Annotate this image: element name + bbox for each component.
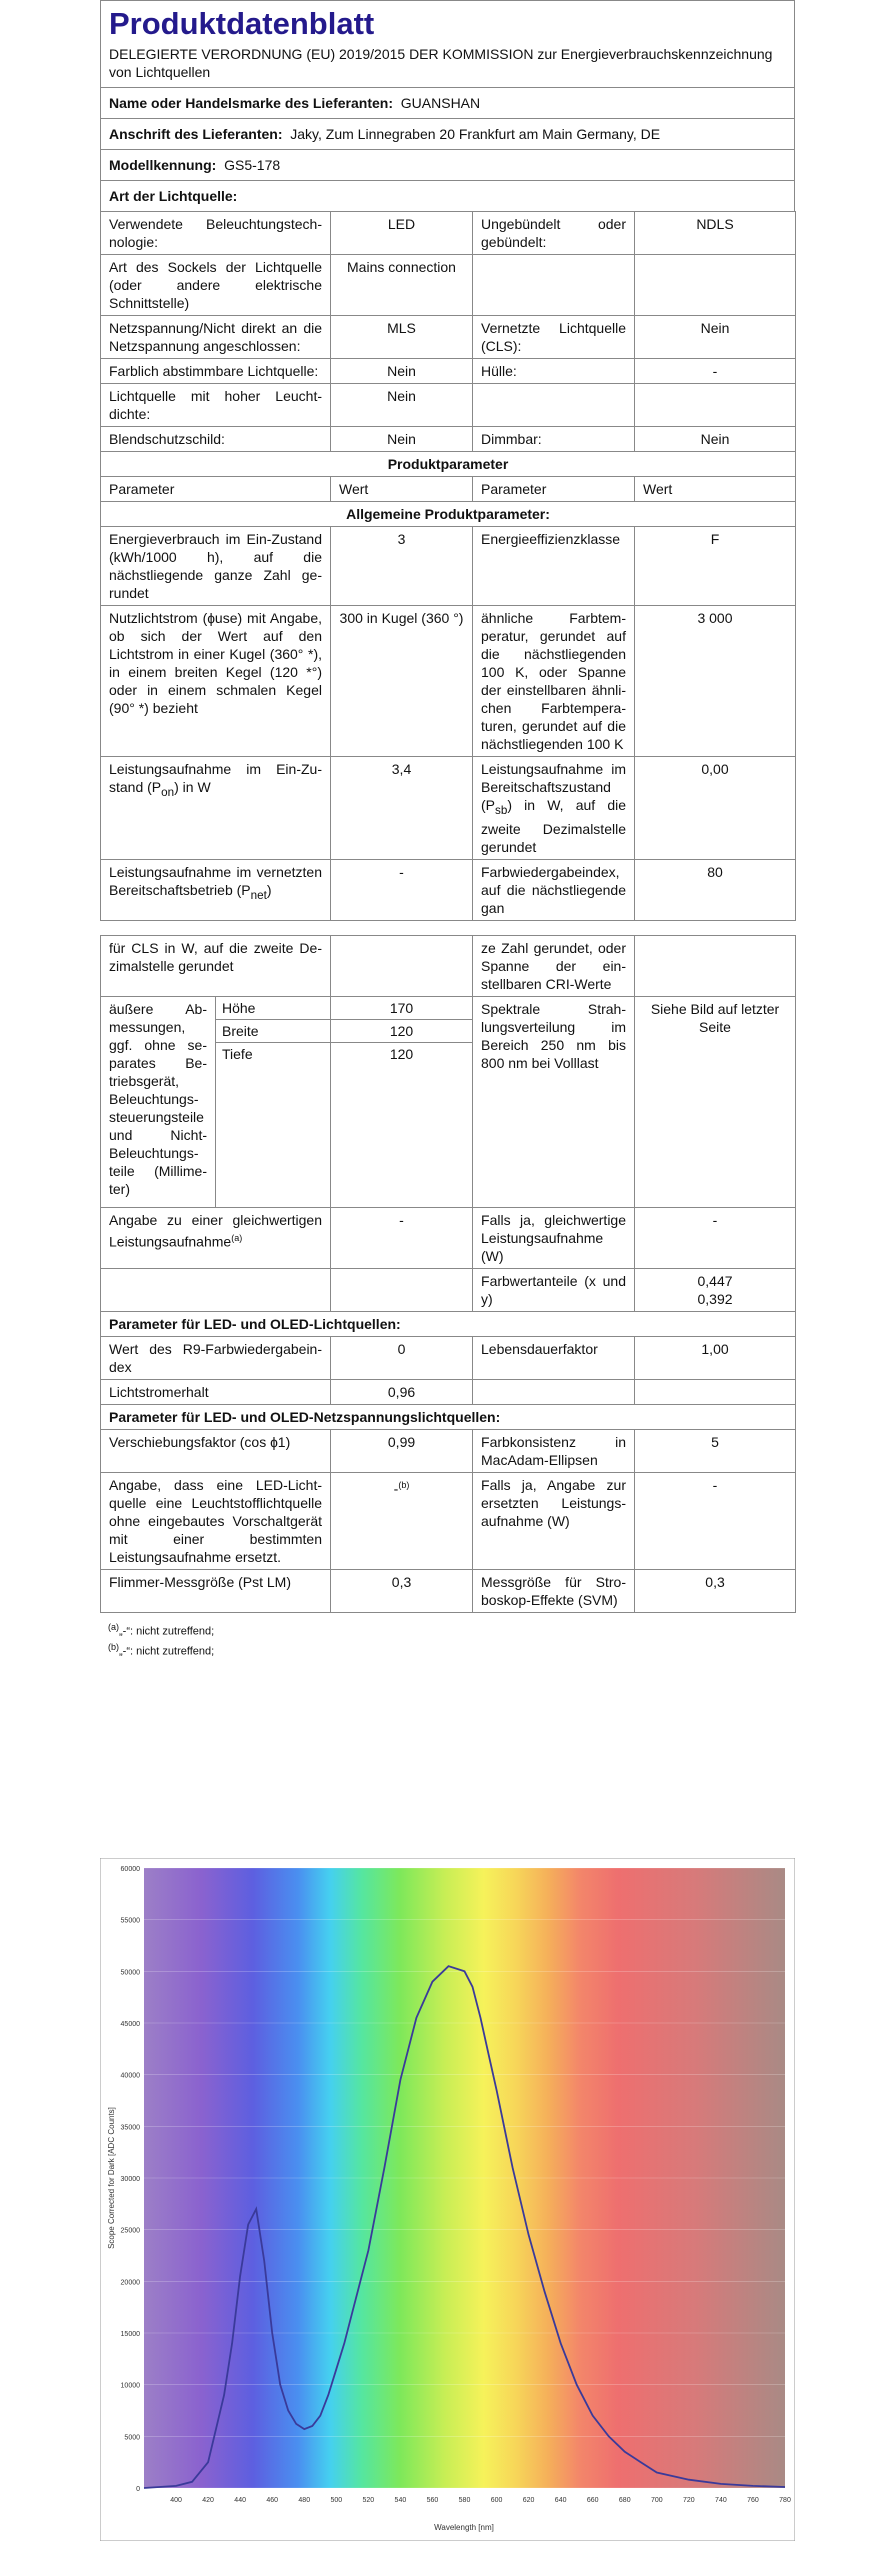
table-cell: Energieverbrauch im Ein-Zustand (kWh/1000 h), auf die nächstliegende ganze Zahl gerundet [101, 527, 331, 606]
table-cell: 0,3 [331, 1569, 473, 1612]
table-row [101, 1207, 796, 1268]
table-cell: Siehe Bild auf letzter Seite [635, 996, 796, 1207]
column-header-row [101, 477, 796, 502]
table-cell: Nein [331, 384, 473, 427]
table-row [101, 1429, 796, 1472]
column-header-param: Parameter [101, 477, 331, 502]
table-cell: Lichtquelle mit hoher Leuchtdichte: [101, 384, 331, 427]
x-tick-label: 760 [747, 2497, 759, 2504]
x-tick-label: 700 [650, 2497, 663, 2504]
page-title: Produktdatenblatt [109, 6, 375, 41]
spectrum-chart-svg [100, 1858, 795, 2541]
table-cell: 5 [635, 1429, 796, 1472]
table-cell: Leistungsaufnahme im Ein-Zustand $(P_{on})$ in W [101, 757, 331, 860]
supplier-name-value: GUANSHAN [400, 95, 481, 111]
table-cell: - [635, 1472, 796, 1569]
dimension-name: Breite [216, 1019, 331, 1042]
y-tick-label: 20000 [120, 2279, 140, 2287]
table-cell: F [635, 527, 796, 606]
x-tick-label: 620 [522, 2497, 535, 2504]
table-cell: Farbwiedergabeindex, auf die nächstliegende gan [473, 859, 635, 920]
y-tick-label: 30000 [120, 2176, 140, 2183]
table-cell: - [331, 859, 473, 920]
table-cell: Farbkonsistenz in MacAdam-Ellipsen [473, 1429, 635, 1472]
x-tick-label: 680 [618, 2497, 631, 2504]
table-cell [473, 1379, 635, 1404]
y-tick-label: 40000 [120, 2072, 140, 2080]
dimension-name: Höhe [216, 996, 331, 1019]
table-cell: 80 [635, 859, 796, 920]
y-tick-label: 25000 [120, 2227, 140, 2235]
table-cell: 0,96 [331, 1379, 473, 1404]
table-cell [635, 384, 796, 427]
table-cell: Dimmbar: [473, 427, 635, 452]
table-row [101, 427, 796, 452]
product-params-title: Produktparameter [101, 452, 796, 477]
table-cell [473, 255, 635, 316]
table-cell: Angabe zu einer gleichwertigen Leistungsaufnahme$^{(a)}$ [101, 1207, 331, 1268]
section-row [101, 452, 796, 477]
column-header-value: Wert [635, 477, 796, 502]
x-tick-label: 500 [330, 2497, 343, 2504]
y-tick-label: 55000 [120, 1917, 140, 1925]
section-row [101, 1404, 796, 1429]
section-row [101, 502, 796, 527]
table-row [101, 359, 796, 384]
footnote-b: $^{(b)}$„-“: nicht zutreffend; [108, 1642, 215, 1659]
x-tick-label: 640 [554, 2497, 567, 2504]
table-cell [635, 935, 796, 996]
y-tick-label: 50000 [120, 1969, 140, 1977]
x-tick-label: 660 [586, 2497, 599, 2504]
table-row [101, 859, 796, 920]
model-row [100, 149, 795, 180]
table-cell: Angabe, dass eine LED-Lichtquelle eine Leuchtstofflichtquelle ohne eingebautes Vorschaltgerät mit einer bestimmten Leistungsaufnahme ersetzt. [101, 1472, 331, 1569]
table-row [101, 1472, 796, 1569]
table-row [101, 316, 796, 359]
supplier-address-label: Anschrift des Lieferanten: [109, 126, 283, 142]
table-row [101, 384, 796, 427]
table-cell: - [331, 1207, 473, 1268]
table-cell: 0,99 [331, 1429, 473, 1472]
x-tick-label: 740 [715, 2497, 727, 2504]
x-tick-label: 440 [234, 2497, 246, 2504]
table-cell: 3 [331, 527, 473, 606]
table-cell: 0 [331, 1336, 473, 1379]
table-row [101, 255, 796, 316]
table-cell: Lebensdauerfaktor [473, 1336, 635, 1379]
x-tick-label: 540 [394, 2497, 407, 2504]
table-cell: Wert des R9-Farbwiedergabeindex [101, 1336, 331, 1379]
table-cell: Leistungsaufnahme im Bereitschaftszustand $(P_{sb})$ in W, auf die zweite Dezimalstelle gerundet [473, 757, 635, 860]
page-break-gap [100, 921, 795, 935]
dimension-value: 120 [331, 1019, 473, 1042]
table-cell: ähnliche Farbtemperatur, gerundet auf die nächstliegenden 100 K, oder Spanne der einstellbaren ähnlichen Farbtemperaturen, gerundet auf die nächstliegenden 100 K [473, 606, 635, 757]
table-cell: 0,3 [635, 1569, 796, 1612]
mains-params-title: Parameter für LED- und OLED-Netzspannungslichtquellen: [101, 1404, 796, 1429]
table-cell: - [635, 1207, 796, 1268]
table-cell: Farbwertanteile (x und y) [473, 1268, 635, 1311]
table-cell: Hülle: [473, 359, 635, 384]
table-cell: LED [331, 212, 473, 255]
table-cell [635, 255, 796, 316]
y-tick-label: 15000 [120, 2331, 140, 2338]
table-cell: - [635, 359, 796, 384]
table-cell: Verwendete Beleuchtungstechnologie: [101, 212, 331, 255]
y-tick-label: 0 [136, 2486, 140, 2493]
table-cell [331, 935, 473, 996]
product-datasheet [100, 0, 795, 1660]
table-cell: Netzspannung/Nicht direkt an die Netzspannung angeschlossen: [101, 316, 331, 359]
table-cell: MLS [331, 316, 473, 359]
x-tick-label: 520 [362, 2497, 375, 2504]
x-axis-label: Wavelength [nm] [434, 2523, 494, 2532]
table-cell: Falls ja, Angabe zur ersetzten Leistungsaufnahme (W) [473, 1472, 635, 1569]
y-tick-label: 60000 [120, 1866, 140, 1873]
table-row [101, 212, 796, 255]
footnote-a: $^{(a)}$„-“: nicht zutreffend; [108, 1621, 215, 1638]
table-cell: 3 000 [635, 606, 796, 757]
table-row [101, 527, 796, 606]
table-cell: 300 in Kugel (360 °) [331, 606, 473, 757]
table-cell: Farblich abstimmbare Lichtquelle: [101, 359, 331, 384]
table-cell: äußere Abmessungen, ggf. ohne separates Betriebsgerät, Beleuchtungssteuerungsteile und Nicht-Beleuchtungsteile (Millimeter) [101, 996, 216, 1207]
table-cell: Nein [331, 359, 473, 384]
table-cell: Nein [635, 316, 796, 359]
light-source-table [100, 211, 796, 921]
table-cell: Ungebündelt oder gebündelt: [473, 212, 635, 255]
model-label: Modellkennung: [109, 157, 217, 173]
table-row [101, 757, 796, 860]
supplier-name-row [100, 87, 795, 118]
table-cell: Leistungsaufnahme im vernetzten Bereitschaftsbetrieb $(P_{net})$ [101, 859, 331, 920]
table-cell [101, 1268, 331, 1311]
table-cell: Blendschutzschild: [101, 427, 331, 452]
table-cell: Spektrale Strahlungsverteilung im Bereich 250 nm bis 800 nm bei Volllast [473, 996, 635, 1207]
datasheet-header [100, 0, 795, 87]
dimension-value: 170 [331, 996, 473, 1019]
table-cell: Art des Sockels der Lichtquelle (oder andere elektrische Schnittstelle) [101, 255, 331, 316]
x-tick-label: 480 [298, 2497, 311, 2504]
column-header-param: Parameter [473, 477, 635, 502]
y-tick-label: 45000 [120, 2021, 140, 2028]
x-tick-label: 400 [170, 2497, 182, 2504]
x-tick-label: 460 [266, 2497, 279, 2504]
table-cell: Nein [635, 427, 796, 452]
table-cell: ze Zahl gerundet, oder Spanne der einstellbaren CRI-Werte [473, 935, 635, 996]
y-tick-label: 10000 [120, 2382, 140, 2390]
spectrum-chart [100, 1858, 795, 2541]
supplier-address-row [100, 118, 795, 149]
table-cell: Energieeffizienzklasse [473, 527, 635, 606]
table-row [101, 1336, 796, 1379]
y-tick-label: 35000 [120, 2124, 140, 2132]
x-tick-label: 780 [779, 2497, 791, 2504]
table-cell [473, 384, 635, 427]
section-row [101, 1311, 796, 1336]
table-cell: Messgröße für Stroboskop-Effekte (SVM) [473, 1569, 635, 1612]
general-params-title: Allgemeine Produktparameter: [101, 502, 796, 527]
table-cell: Lichtstromerhalt [101, 1379, 331, 1404]
table-cell: Mains connection [331, 255, 473, 316]
table-cell [635, 1379, 796, 1404]
table-row [101, 1379, 796, 1404]
table-cell [331, 1268, 473, 1311]
table-row [101, 996, 796, 1019]
table-cell: für CLS in W, auf die zweite Dezimalstelle gerundet [101, 935, 331, 996]
table-cell: 1,00 [635, 1336, 796, 1379]
x-tick-label: 420 [202, 2497, 214, 2504]
x-tick-label: 600 [490, 2497, 503, 2504]
table-cell: Nutzlichtstrom (ɸuse) mit Angabe, ob sich der Wert auf den Lichtstrom in einer Kugel (360° *), in einem breiten Kegel (120 *°) oder in einem schmalen Kegel (90° *) bezieht [101, 606, 331, 757]
table-cell: -$^{(b)}$ [331, 1472, 473, 1569]
table-cell: Nein [331, 427, 473, 452]
table-cell: 0,447 0,392 [635, 1268, 796, 1311]
table-row [101, 935, 796, 996]
general-params-table-cont [100, 935, 796, 1613]
light-source-type-row [100, 180, 795, 211]
table-cell: 3,4 [331, 757, 473, 860]
table-cell: Vernetzte Lichtquelle (CLS): [473, 316, 635, 359]
table-cell: Flimmer-Messgröße (Pst LM) [101, 1569, 331, 1612]
model-value: GS5-178 [224, 157, 281, 173]
x-tick-label: 720 [683, 2497, 695, 2504]
table-row [101, 1268, 796, 1311]
table-cell: 0,00 [635, 757, 796, 860]
x-tick-label: 580 [458, 2497, 471, 2504]
regulation-text: DELEGIERTE VERORDNUNG (EU) 2019/2015 DER KOMMISSION zur Energieverbrauchskennzeichnung von Lichtquellen [109, 46, 773, 80]
led-params-title: Parameter für LED- und OLED-Lichtquellen: [101, 1311, 796, 1336]
column-header-value: Wert [331, 477, 473, 502]
x-tick-label: 560 [426, 2497, 439, 2504]
light-source-type-label: Art der Lichtquelle: [109, 188, 238, 204]
table-cell: Verschiebungsfaktor (cos ɸ1) [101, 1429, 331, 1472]
dimension-name: Tiefe [216, 1042, 331, 1207]
dimension-value: 120 [331, 1042, 473, 1207]
supplier-address-value: Jaky, Zum Linnegraben 20 Frankfurt am Main Germany, DE [290, 126, 661, 142]
y-tick-label: 5000 [124, 2434, 140, 2442]
table-row [101, 606, 796, 757]
table-cell: NDLS [635, 212, 796, 255]
table-cell: Falls ja, gleichwertige Leistungsaufnahme (W) [473, 1207, 635, 1268]
table-row [101, 1569, 796, 1612]
supplier-name-label: Name oder Handelsmarke des Lieferanten: [109, 95, 393, 111]
y-axis-label: Scope Corrected for Dark [ADC Counts] [107, 2107, 116, 2249]
